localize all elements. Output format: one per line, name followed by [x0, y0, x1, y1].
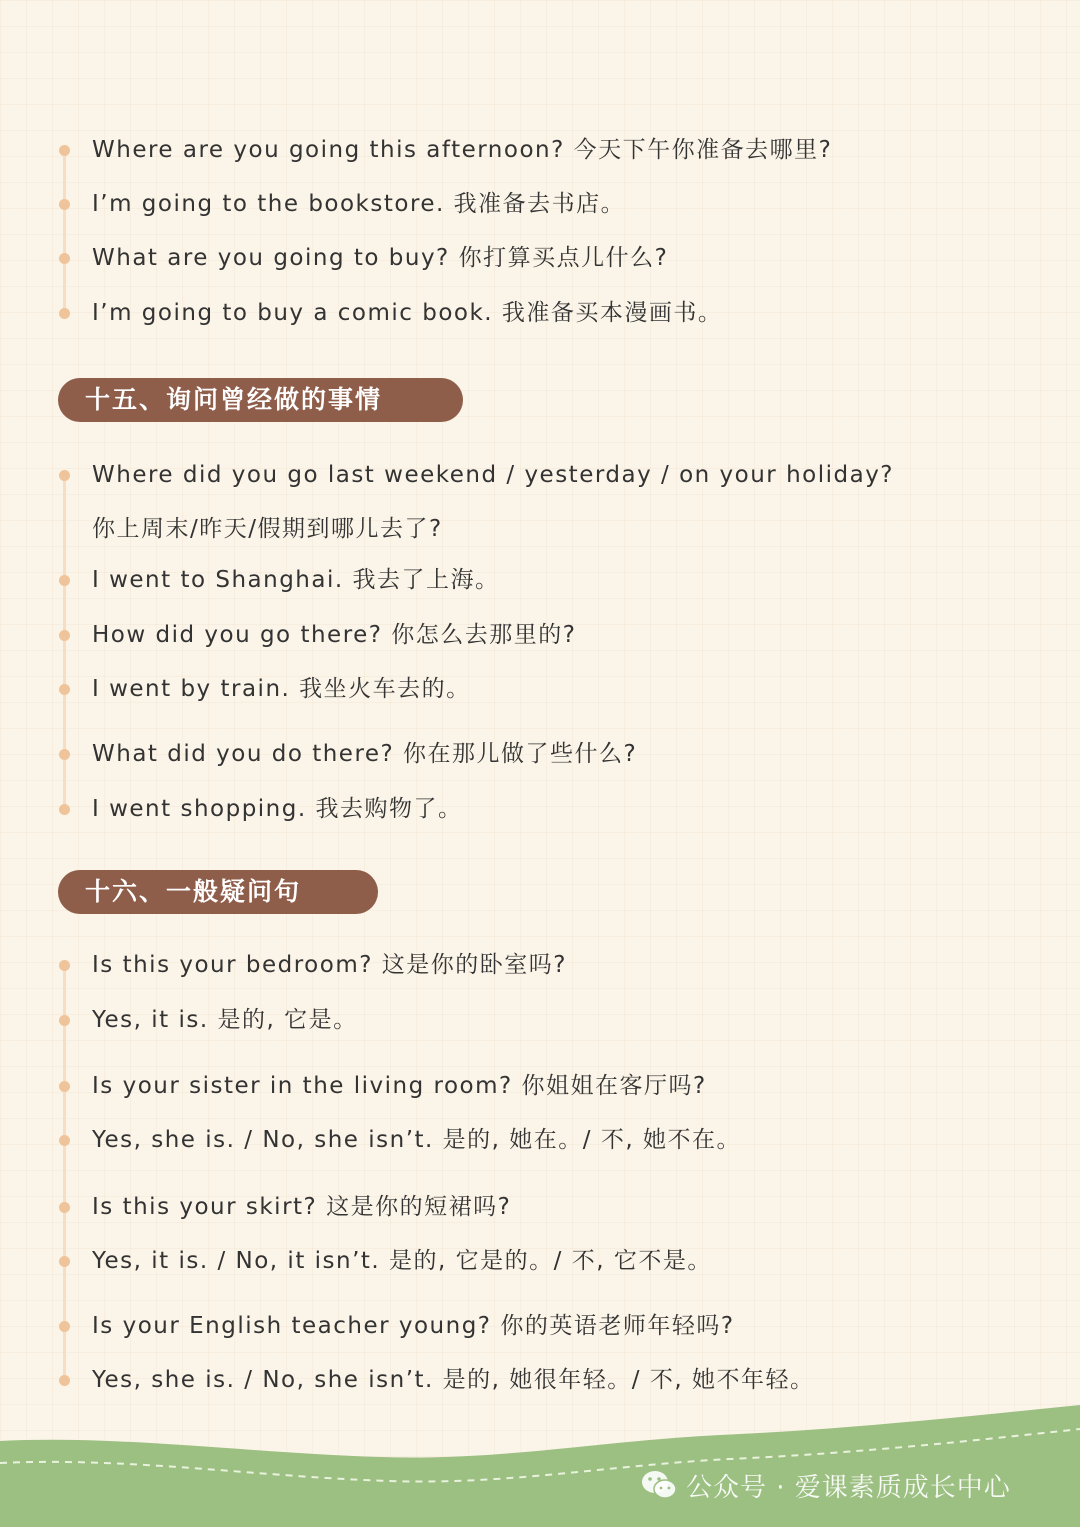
sentence-line: I went shopping. 我去购物了。: [92, 796, 463, 822]
bullet-icon: [59, 1321, 70, 1332]
bullet-icon: [59, 145, 70, 156]
sentence-line: What are you going to buy? 你打算买点儿什么?: [92, 245, 669, 271]
sentence-line: I’m going to the bookstore. 我准备去书店。: [92, 191, 626, 217]
sentence-line: How did you go there? 你怎么去那里的?: [92, 622, 577, 648]
bullet-icon: [59, 749, 70, 760]
watermark: [640, 1465, 1011, 1505]
bullet-icon: [59, 199, 70, 210]
sentence-line: Where did you go last weekend / yesterday / on your holiday?: [92, 462, 895, 488]
sentence-line: Yes, it is. 是的, 它是。: [92, 1007, 358, 1033]
sentence-line: Where are you going this afternoon? 今天下午你准备去哪里?: [92, 137, 833, 163]
bullet-icon: [59, 1375, 70, 1386]
bullet-icon: [59, 1081, 70, 1092]
bullet-icon: [59, 630, 70, 641]
bullet-icon: [59, 960, 70, 971]
guide-bar: [63, 150, 66, 318]
bullet-icon: [59, 470, 70, 481]
guide-bar: [63, 475, 66, 815]
sentence-line: I’m going to buy a comic book. 我准备买本漫画书。: [92, 300, 723, 326]
sentence-line: Is this your skirt? 这是你的短裙吗?: [92, 1194, 512, 1220]
section-heading: 十五、询问曾经做的事情: [58, 378, 463, 422]
sentence-line: Yes, she is. / No, she isn’t. 是的, 她在。/ 不, 她不在。: [92, 1127, 741, 1153]
sentence-line: Is your sister in the living room? 你姐姐在客厅吗?: [92, 1073, 707, 1099]
bullet-icon: [59, 1135, 70, 1146]
sentence-line: What did you do there? 你在那儿做了些什么?: [92, 741, 638, 767]
sentence-line: I went by train. 我坐火车去的。: [92, 676, 471, 702]
sentence-line: Is this your bedroom? 这是你的卧室吗?: [92, 952, 567, 978]
bullet-icon: [59, 1202, 70, 1213]
sentence-line: Is your English teacher young? 你的英语老师年轻吗?: [92, 1313, 735, 1339]
bullet-icon: [59, 1256, 70, 1267]
section-heading: 十六、一般疑问句: [58, 870, 378, 914]
bullet-icon: [59, 575, 70, 586]
wechat-icon: [640, 1468, 678, 1502]
bullet-icon: [59, 1015, 70, 1026]
sentence-line: Yes, it is. / No, it isn’t. 是的, 它是的。/ 不, 它不是。: [92, 1248, 712, 1274]
footer-wave: [0, 1395, 1080, 1527]
sentence-translation: 你上周末/昨天/假期到哪儿去了?: [92, 516, 443, 542]
bullet-icon: [59, 684, 70, 695]
bullet-icon: [59, 804, 70, 815]
bullet-icon: [59, 308, 70, 319]
bullet-icon: [59, 253, 70, 264]
sentence-line: I went to Shanghai. 我去了上海。: [92, 567, 500, 593]
sentence-line: Yes, she is. / No, she isn’t. 是的, 她很年轻。/ 不, 她不年轻。: [92, 1367, 815, 1393]
watermark-text: 公众号 · 爱课素质成长中心: [686, 1472, 1011, 1503]
